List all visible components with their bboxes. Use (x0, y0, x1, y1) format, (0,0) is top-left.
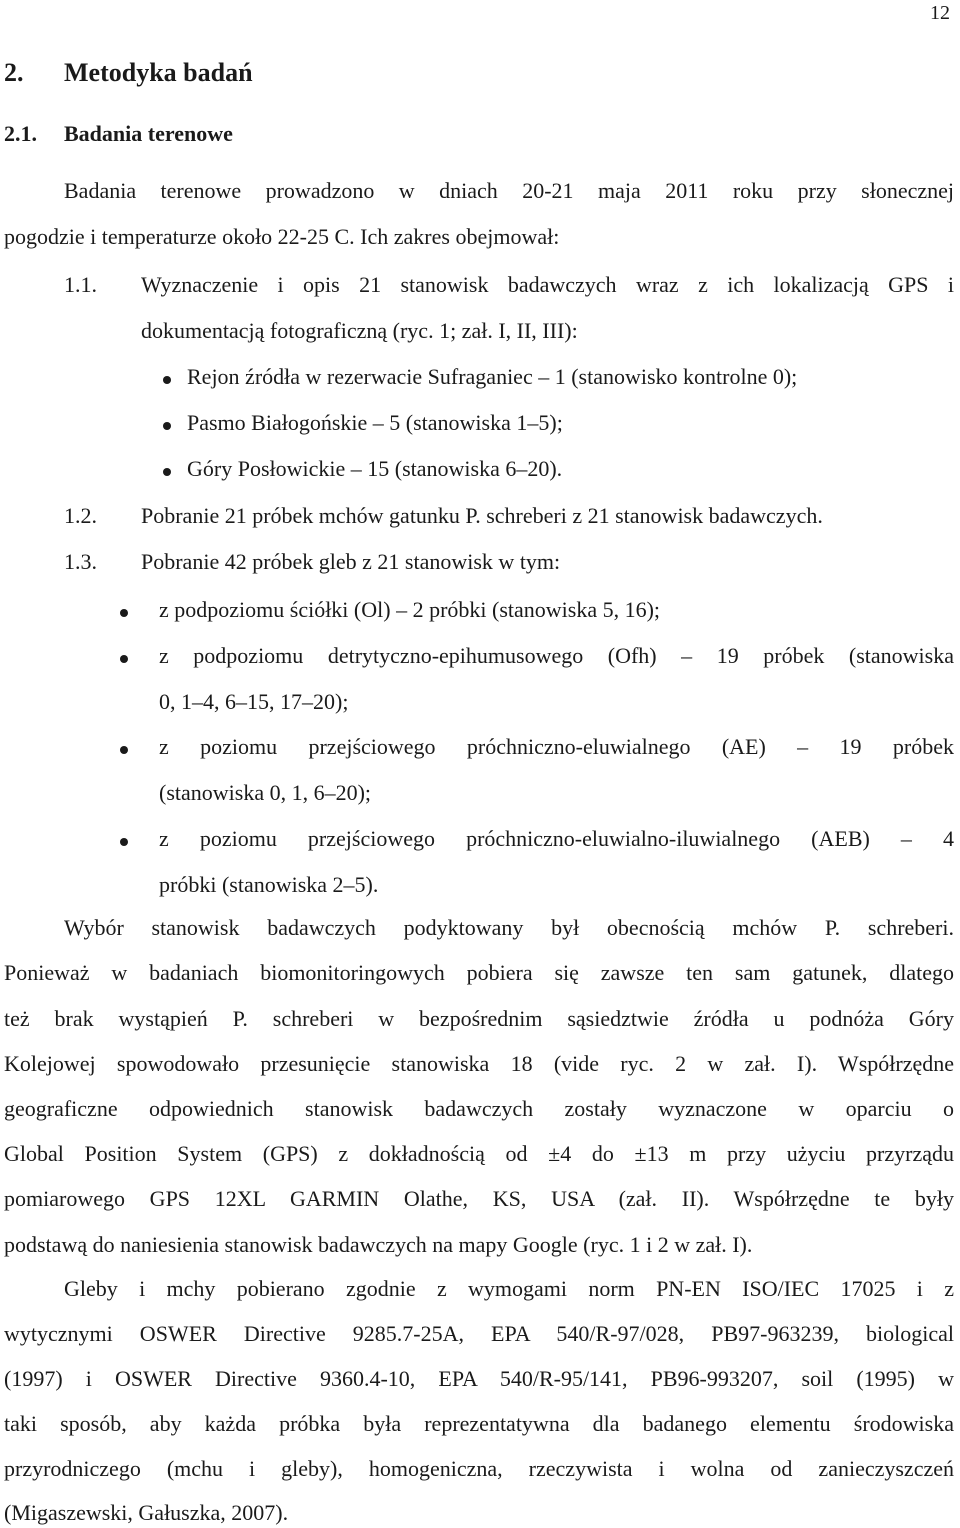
item-1-2-text: Pobranie 21 próbek mchów gatunku P. schreberi z 21 stanowisk badawczych. (141, 503, 823, 528)
heading-2-text: Badania terenowe (64, 121, 233, 146)
intro-line-2: pogodzie i temperaturze około 22-25 C. Ich zakres obejmował: (4, 224, 560, 249)
heading-2 (4, 121, 233, 147)
bullet-icon (120, 655, 128, 663)
item-1-1-number: 1.1. (64, 272, 97, 297)
bullet-icon (163, 468, 171, 476)
intro-line-1: Badania terenowe prowadzono w dniach 20-21 maja 2011 roku przy słonecznej (64, 178, 954, 203)
item-1-3-bullet-4-line-2: próbki (stanowiska 2–5). (159, 872, 379, 897)
item-1-3-bullet-3-line-2: (stanowiska 0, 1, 6–20); (159, 780, 372, 805)
paragraph-3-line-4: taki sposób, aby każda próbka była reprezentatywna dla badanego elementu środowiska (4, 1411, 954, 1436)
paragraph-2-line-4: Kolejowej spowodowało przesunięcie stanowiska 18 (vide ryc. 2 w zał. I). Współrzędne (4, 1051, 954, 1076)
item-1-1-line-2: dokumentacją fotograficzną (ryc. 1; zał. I, II, III): (141, 318, 578, 343)
paragraph-2-line-1: Wybór stanowisk badawczych podyktowany był obecnością mchów P. schreberi. (64, 915, 954, 940)
item-1-3-number: 1.3. (64, 549, 97, 574)
item-1-3-text: Pobranie 42 próbek gleb z 21 stanowisk w tym: (141, 549, 561, 574)
heading-1-text: Metodyka badań (64, 58, 253, 87)
bullet-icon (163, 376, 171, 384)
bullet-icon (120, 746, 128, 754)
heading-1-number: 2. (4, 58, 24, 87)
paragraph-2-line-8: podstawą do naniesienia stanowisk badawczych na mapy Google (ryc. 1 i 2 w zał. I). (4, 1232, 753, 1257)
paragraph-3-line-6: (Migaszewski, Gałuszka, 2007). (4, 1500, 289, 1525)
item-1-3-bullet-4-line-1: z poziomu przejściowego próchniczno-eluwialno-iluwialnego (AEB) – 4 (159, 826, 954, 851)
paragraph-3-line-1: Gleby i mchy pobierano zgodnie z wymogami norm PN-EN ISO/IEC 17025 i z (64, 1276, 954, 1301)
item-1-3-bullet-2-line-1: z podpoziomu detrytyczno-epihumusowego (Ofh) – 19 próbek (stanowiska (159, 643, 954, 668)
paragraph-2-line-3: też brak wystąpień P. schreberi w bezpośrednim sąsiedztwie źródła u podnóża Góry (4, 1006, 954, 1031)
paragraph-2-line-6: Global Position System (GPS) z dokładnością od ±4 do ±13 m przy użyciu przyrządu (4, 1141, 954, 1166)
item-1-1-line-1: Wyznaczenie i opis 21 stanowisk badawczych wraz z ich lokalizacją GPS i (141, 272, 954, 297)
heading-2-number: 2.1. (4, 121, 37, 146)
paragraph-2-line-5: geograficzne odpowiednich stanowisk badawczych zostały wyznaczone w oparciu o (4, 1096, 954, 1121)
paragraph-2-line-2: Ponieważ w badaniach biomonitoringowych pobiera się zawsze ten sam gatunek, dlatego (4, 960, 954, 985)
paragraph-2-line-7: pomiarowego GPS 12XL GARMIN Olathe, KS, USA (zał. II). Współrzędne te były (4, 1186, 954, 1211)
item-1-2-number: 1.2. (64, 503, 97, 528)
page-number: 12 (930, 2, 950, 24)
item-1-3-bullet-3-line-1: z poziomu przejściowego próchniczno-eluwialnego (AE) – 19 próbek (159, 734, 954, 759)
item-1-1-bullet-2: Pasmo Białogońskie – 5 (stanowiska 1–5); (187, 410, 563, 435)
paragraph-3-line-3: (1997) i OSWER Directive 9360.4-10, EPA 540/R-95/141, PB96-993207, soil (1995) w (4, 1366, 954, 1391)
bullet-icon (120, 609, 128, 617)
bullet-icon (120, 838, 128, 846)
item-1-3-bullet-2-line-2: 0, 1–4, 6–15, 17–20); (159, 689, 349, 714)
paragraph-3-line-2: wytycznymi OSWER Directive 9285.7-25A, EPA 540/R-97/028, PB97-963239, biological (4, 1321, 954, 1346)
bullet-icon (163, 422, 171, 430)
heading-1 (4, 58, 253, 88)
item-1-1-bullet-3: Góry Posłowickie – 15 (stanowiska 6–20). (187, 456, 563, 481)
item-1-3-bullet-1: z podpoziomu ściółki (Ol) – 2 próbki (stanowiska 5, 16); (159, 597, 661, 622)
item-1-1-bullet-1: Rejon źródła w rezerwacie Sufraganiec – 1 (stanowisko kontrolne 0); (187, 364, 798, 389)
paragraph-3-line-5: przyrodniczego (mchu i gleby), homogeniczna, rzeczywista i wolna od zanieczyszczeń (4, 1456, 954, 1481)
